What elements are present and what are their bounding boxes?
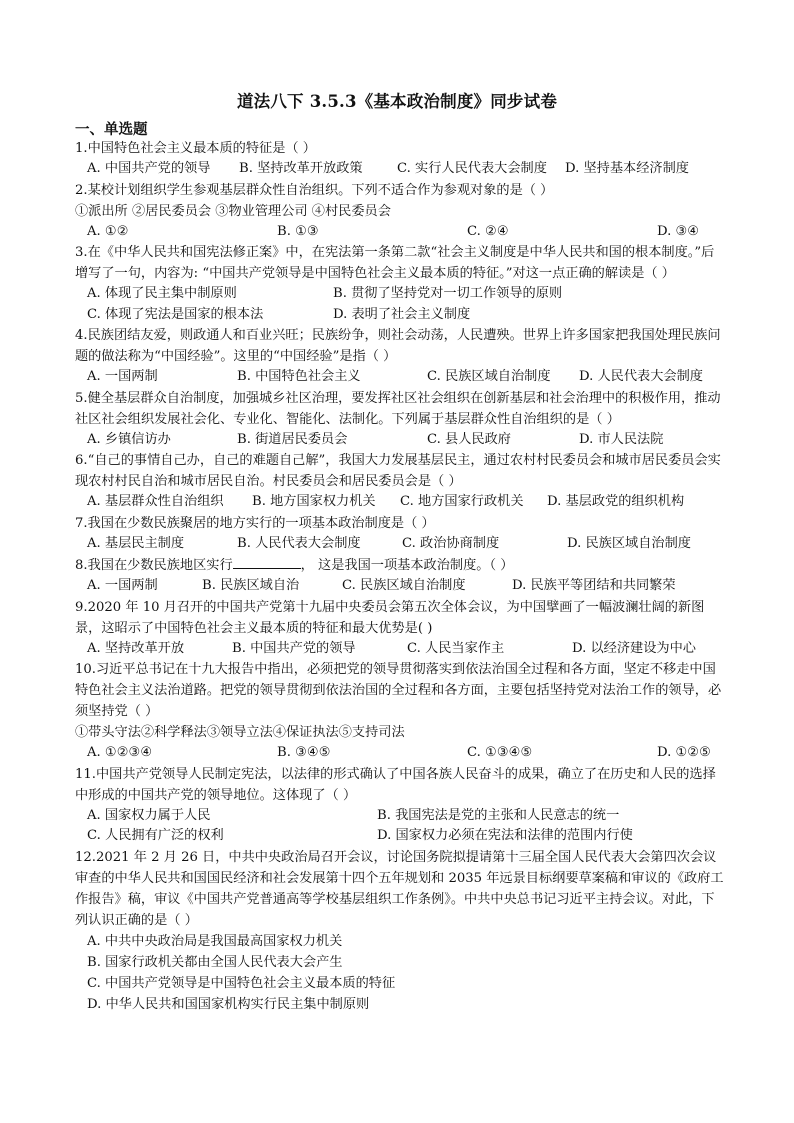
option-row (75, 743, 725, 764)
option-row (75, 284, 725, 305)
option-d: D. 表明了社会主义制度 (333, 306, 471, 322)
option-c: C. 实行人民代表大会制度 (397, 161, 547, 176)
option-b: B. 我国宪法是党的主张和人民意志的统一 (377, 807, 620, 823)
question-stem: 12.2021 年 2 月 26 日，中共中央政治局召开会议，讨论国务院拟提请第十三届全国人民代表大会第四次会议审查的中华人民共和国国民经济和社会发展第十四个五年规划和 2035 年远景目标纲要草案稿和审议的《政府工作报告》稿，审议《中国共产党普通高等学校基层组织工作条例》。中共中央总书记习近平主持会议。对此，下列认识正确的是（ ） (75, 849, 724, 928)
option-d: D. 中华人民共和国国家机构实行民主集中制原则 (87, 996, 370, 1012)
option-a: A. 体现了民主集中制原则 (87, 286, 237, 301)
option-b: B. 坚持改革开放政策 (239, 161, 363, 176)
option-c: C. 民族区域自治制度 (427, 369, 551, 384)
question-stem: 4.民族团结友爱，则政通人和百业兴旺；民族纷争，则社会动荡，人民遭殃。世界上许多国家把我国处理民族问题的做法称为“中国经验”。这里的“中国经验”是指（ ） (75, 328, 721, 364)
option-a: A. 基层民主制度 (87, 535, 185, 551)
option-b: B. ③④⑤ (277, 745, 331, 760)
option-b: B. 人民代表大会制度 (237, 535, 361, 551)
question-7 (75, 513, 725, 555)
option-d: D. 国家权力必须在宪法和法律的范围内行使 (377, 828, 633, 843)
option-d: D. 基层政党的组织机构 (547, 494, 685, 509)
option-b: B. 中国特色社会主义 (237, 369, 361, 384)
option-b: B. 贯彻了坚持党对一切工作领导的原则 (333, 286, 563, 301)
option-d: D. 民族平等团结和共同繁荣 (512, 578, 676, 593)
question-stem: 9.2020 年 10 月召开的中国共产党第十九届中央委员会第五次全体会议，为中国擘画了一幅波澜壮阔的新图景，这昭示了中国特色社会主义最本质的特征和最大优势是( ) (75, 599, 705, 636)
option-row (75, 159, 725, 180)
question-stem: 11.中国共产党领导人民制定宪法，以法律的形式确认了中国各族人民奋斗的成果，确立了在历史和人民的选择中形成的中国共产党的领导地位。这体现了（ ） (75, 766, 716, 803)
option-c: C. 政治协商制度 (402, 535, 500, 551)
option-c: C. 地方国家行政机关 (400, 494, 524, 509)
answer-blank (233, 554, 301, 569)
option-row (75, 305, 725, 326)
question-stem: 10.习近平总书记在十九大报告中指出，必须把党的领导贯彻落实到依法治国全过程和各方面，坚定不移走中国特色社会主义法治道路。把党的领导贯彻到依法治国的全过程和各方面，主要包括坚持党对法治工作的领导，必须坚持党（ ） (75, 662, 722, 719)
section-heading: 一、单选题 (75, 121, 148, 138)
question-stem: 6.“自己的事情自己办，自己的难题自己解”，我国大力发展基层民主，通过农村村民委员会和城市居民委员会实现农村村民自治和城市居民自治。村民委员会和居民委员会是（ ） (75, 453, 721, 489)
question-6 (75, 450, 725, 513)
option-a: A. 一国两制 (87, 578, 158, 593)
option-c: C. 体现了宪法是国家的根本法 (87, 306, 264, 322)
question-stem: 5.健全基层群众自治制度，加强城乡社区治理，要发挥社区社会组织在创新基层和社会治理中的积极作用，推动社区社会组织发展社会化、专业化、智能化、法制化。下列属于基层群众性自治组织的是（ ） (75, 390, 721, 427)
question-3 (75, 242, 725, 325)
option-b: B. 街道居民委员会 (237, 431, 348, 447)
question-stem: 2.某校计划组织学生参观基层群众性自治组织。下列不适合作为参观对象的是（ ） (75, 182, 554, 198)
option-row (75, 639, 725, 660)
option-a: A. 坚持改革开放 (87, 640, 185, 656)
option-d: D. ①②⑤ (657, 745, 711, 760)
question-12 (75, 847, 725, 1015)
option-d: D. 以经济建设为中心 (572, 640, 696, 656)
question-stem: 7.我国在少数民族聚居的地方实行的一项基本政治制度是（ ） (75, 515, 435, 531)
option-a: A. 国家权力属于人民 (87, 807, 211, 823)
option-a: A. 一国两制 (87, 369, 158, 384)
option-c: C. 县人民政府 (427, 431, 511, 447)
option-row (75, 222, 725, 243)
option-b: B. 国家行政机关都由全国人民代表大会产生 (87, 954, 343, 970)
question-11 (75, 764, 725, 847)
question-10 (75, 659, 725, 764)
option-c: C. ②④ (467, 223, 509, 239)
question-stem (75, 554, 725, 576)
option-b: B. 中国共产党的领导 (232, 640, 356, 656)
question-9 (75, 597, 725, 660)
option-a: A. 中国共产党的领导 (87, 161, 211, 176)
option-row (75, 826, 725, 847)
question-items: ①带头守法②科学释法③领导立法④保证执法⑤支持司法 (75, 725, 405, 740)
option-b: B. 地方国家权力机关 (252, 494, 376, 509)
option-d: D. 民族区域自治制度 (567, 535, 691, 551)
option-row (75, 430, 725, 451)
question-stem: 1.中国特色社会主义最本质的特征是（ ） (75, 141, 316, 156)
option-row (75, 806, 725, 827)
question-4 (75, 325, 725, 388)
option-a: A. ①②③④ (87, 745, 153, 760)
question-stem: 3.在《中华人民共和国宪法修正案》中，在宪法第一条第二款“社会主义制度是中华人民共和国的根本制度。”后增写了一句，内容为: “中国共产党领导是中国特色社会主义最本质的特征。”对这一点正确的解读是（ ） (75, 245, 715, 281)
question-list (75, 138, 725, 1015)
option-a: A. ①② (87, 223, 129, 239)
option-row (75, 367, 725, 388)
option-row (75, 576, 725, 597)
option-b: B. ①③ (277, 223, 319, 239)
option-a: A. 乡镇信访办 (87, 431, 171, 447)
option-c: C. 人民当家作主 (407, 640, 505, 656)
question-8 (75, 554, 725, 597)
option-a: A. 中共中央政治局是我国最高国家权力机关 (87, 933, 343, 949)
option-c: C. ①③④⑤ (467, 745, 533, 760)
question-2 (75, 180, 725, 243)
question-5 (75, 388, 725, 451)
question-stem-start: 8.我国在少数民族地区实行 (75, 558, 233, 573)
option-b: B. 民族区域自治 (202, 578, 300, 593)
question-stem-end: ， 这是我国一项基本政治制度。（ ） (300, 558, 514, 573)
question-items: ①派出所 ②居民委员会 ③物业管理公司 ④村民委员会 (75, 203, 391, 219)
option-d: D. ③④ (657, 223, 700, 239)
option-a: A. 基层群众性自治组织 (87, 494, 224, 509)
option-row (75, 534, 725, 555)
option-c: C. 人民拥有广泛的权利 (87, 828, 224, 843)
page-title: 道法八下 3.5.3《基本政治制度》同步试卷 (236, 92, 558, 111)
option-d: D. 市人民法院 (579, 431, 664, 447)
option-list (75, 931, 725, 1015)
option-row (75, 492, 725, 513)
option-c: C. 民族区域自治制度 (342, 578, 466, 593)
question-1 (75, 138, 725, 180)
option-c: C. 中国共产党领导是中国特色社会主义最本质的特征 (87, 975, 396, 991)
option-d: D. 人民代表大会制度 (579, 369, 703, 384)
option-d: D. 坚持基本经济制度 (565, 161, 689, 176)
